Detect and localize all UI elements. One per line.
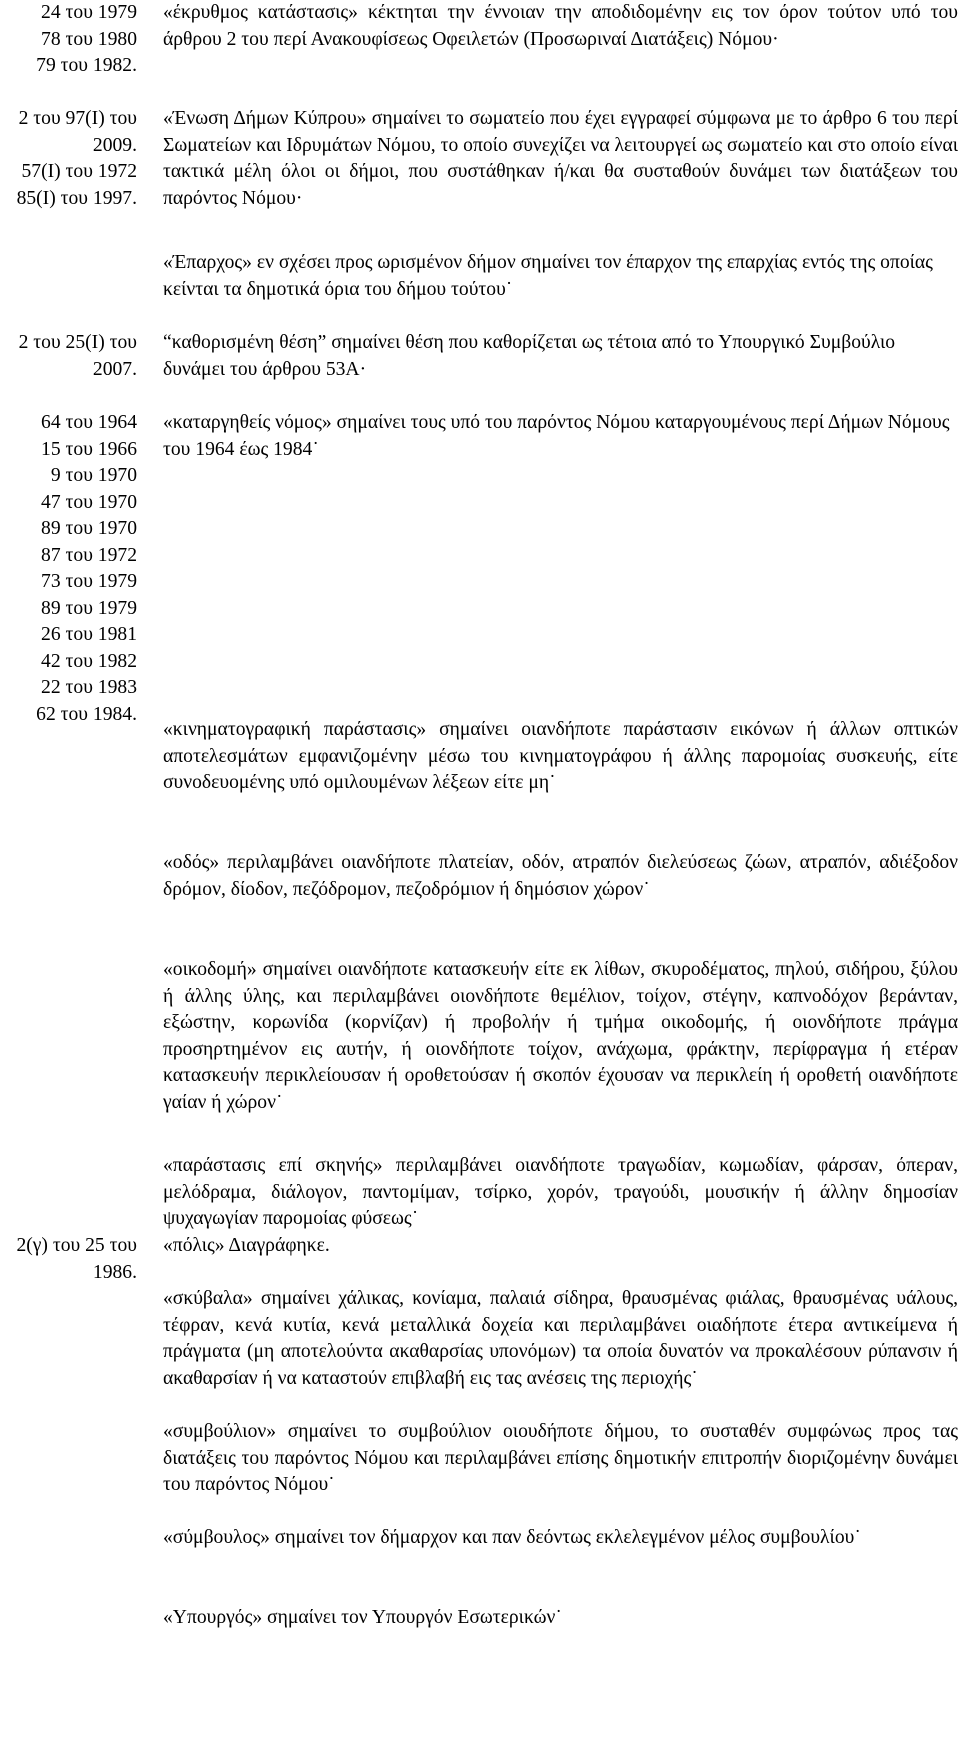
definition-symvoulos: «σύμβουλος» σημαίνει τον δήμαρχον και παν δεόντως εκλελεγμένον μέλος συμβουλίου˙ — [163, 1527, 861, 1548]
definition-enosi-dimon-kyprou: «Ένωση Δήμων Κύπρου» σημαίνει το σωματείο που έχει εγγραφεί σύμφωνα με το άρθρο 6 του περί Σωματείων και Ιδρυμάτων Νόμου, το οποίο συνεχίζει να λειτουργεί ως σωματείο και στο οποίο είναι τακτικά μέλη όλοι οι δήμοι, που συστάθηκαν ή/και θα συσταθούν δυνάμει των διατάξεων του παρόντος Νόμου· — [163, 108, 958, 209]
definition-odos: «οδός» περιλαμβάνει οιανδήποτε πλατείαν, οδόν, ατραπόν διελεύσεως ζώων, ατραπόν, αδιέξοδον δρόμον, δίοδον, πεζόδρομον, πεζοδρόμιον ή δημόσιον χώρον˙ — [163, 852, 958, 900]
definition-ypourgos: «Υπουργός» σημαίνει τον Υπουργόν Εσωτερικών˙ — [163, 1607, 562, 1628]
definition-katargitheis-nomos: «καταργηθείς νόμος» σημαίνει τους υπό του παρόντος Νόμου καταργουμένους περί Δήμων Νόμους του 1964 έως 1984˙ — [163, 412, 950, 460]
definition-parastasis-epi-skinis: «παράστασις επί σκηνής» περιλαμβάνει οιανδήποτε τραγωδίαν, κωμωδίαν, φάρσαν, όπεραν, μελόδραμα, διάλογον, παντομίμαν, τσίρκο, χορόν, τραγούδι, μουσικήν ή άλλην δημοσίαν ψυχαγωγίαν παρομοίας φύσεως˙ — [163, 1155, 958, 1229]
margin-note-references-5: 2(γ) του 25 του 1986. — [16, 1235, 137, 1283]
margin-note-references-1: 24 του 1979 78 του 1980 79 του 1982. — [36, 2, 137, 76]
definition-kathorismeni-thesi: “καθορισμένη θέση” σημαίνει θέση που καθορίζεται ως τέτοια από το Υπουργικό Συμβούλιο δυνάμει του άρθρου 53Α· — [163, 332, 896, 380]
definition-ekrythmos-katastasis: «έκρυθμος κατάστασις» κέκτηται την έννοιαν την αποδιδομένην εις τον όρον τούτον υπό του άρθρου 2 του περί Ανακουφίσεως Οφειλετών (Προσωριναί Διατάξεις) Νόμου· — [163, 2, 958, 50]
definition-oikodomi: «οικοδομή» σημαίνει οιανδήποτε κατασκευήν είτε εκ λίθων, σκυροδέματος, πηλού, σιδήρου, ξύλου ή άλλης ύλης, και περιλαμβάνει οιονδήποτε θεμέλιον, τοίχον, στέγην, καπνοδόχον βεράνταν, εξώστην, κορωνίδα (κορνίζαν) ή προβολήν ή τμήμα οικοδομής, ή οιονδήποτε πράγμα προσηρτημένον εις αυτήν, ή οιονδήποτε τοίχον, ανάχωμα, φράκτην, περίφραγμα ή ετέραν κατασκευήν περικλείουσαν ή οροθετούσαν ή σκοπόν έχουσαν να περικλείη ή οροθετή οιανδήποτε γαίαν ή χώρον˙ — [163, 959, 958, 1113]
definition-eparchos: «Έπαρχος» εν σχέσει προς ωρισμένον δήμον σημαίνει τον έπαρχον της επαρχίας εντός της οποίας κείνται τα δημοτικά όρια του δήμου τούτου˙ — [163, 252, 933, 300]
margin-note-references-4: 64 του 1964 15 του 1966 9 του 1970 47 του 1970 89 του 1970 87 του 1972 73 του 1979 89 του 1979 26 του 1981 42 του 1982 22 του 1983 62 του 1984. — [36, 412, 137, 725]
margin-note-references-3: 2 του 25(Ι) του 2007. — [18, 332, 137, 380]
margin-note-references-2: 2 του 97(Ι) του 2009. 57(Ι) του 1972 85(Ι) του 1997. — [16, 108, 137, 209]
definition-polis: «πόλις» Διαγράφηκε. — [163, 1235, 330, 1256]
definition-symvoulion: «συμβούλιον» σημαίνει το συμβούλιον οιουδήποτε δήμου, το συσταθέν συμφώνως προς τας διατάξεις του παρόντος Νόμου και περιλαμβάνει επίσης δημοτικήν επιτροπήν διοριζομένην δυνάμει του παρόντος Νόμου˙ — [163, 1421, 958, 1495]
definition-kinimatografiki-parastasis: «κινηματογραφική παράστασις» σημαίνει οιανδήποτε παράστασιν εικόνων ή άλλων οπτικών αποτελεσμάτων εμφανιζομένην μέσω του κινηματογράφου ή άλλης παρομοίας συσκευής, είτε συνοδευομένης υπό ομιλουμένων λέξεων είτε μη˙ — [163, 719, 958, 793]
definition-skyvala: «σκύβαλα» σημαίνει χάλικας, κονίαμα, παλαιά σίδηρα, θραυσμένας φιάλας, θραυσμένας υάλους, τέφραν, κενά κυτία, κενά μεταλλικά δοχεία και περιλαμβάνει οιαδήποτε έτερα αντικείμενα ή πράγματα (μη αποτελούντα ακαθαρσίας υπονόμων) τα οποία δυνατόν να προκαλέσουν ρύπανσιν ή ακαθαρσίαν ή να καταστούν επιβλαβή εις τας ανέσεις της περιοχής˙ — [163, 1288, 958, 1389]
